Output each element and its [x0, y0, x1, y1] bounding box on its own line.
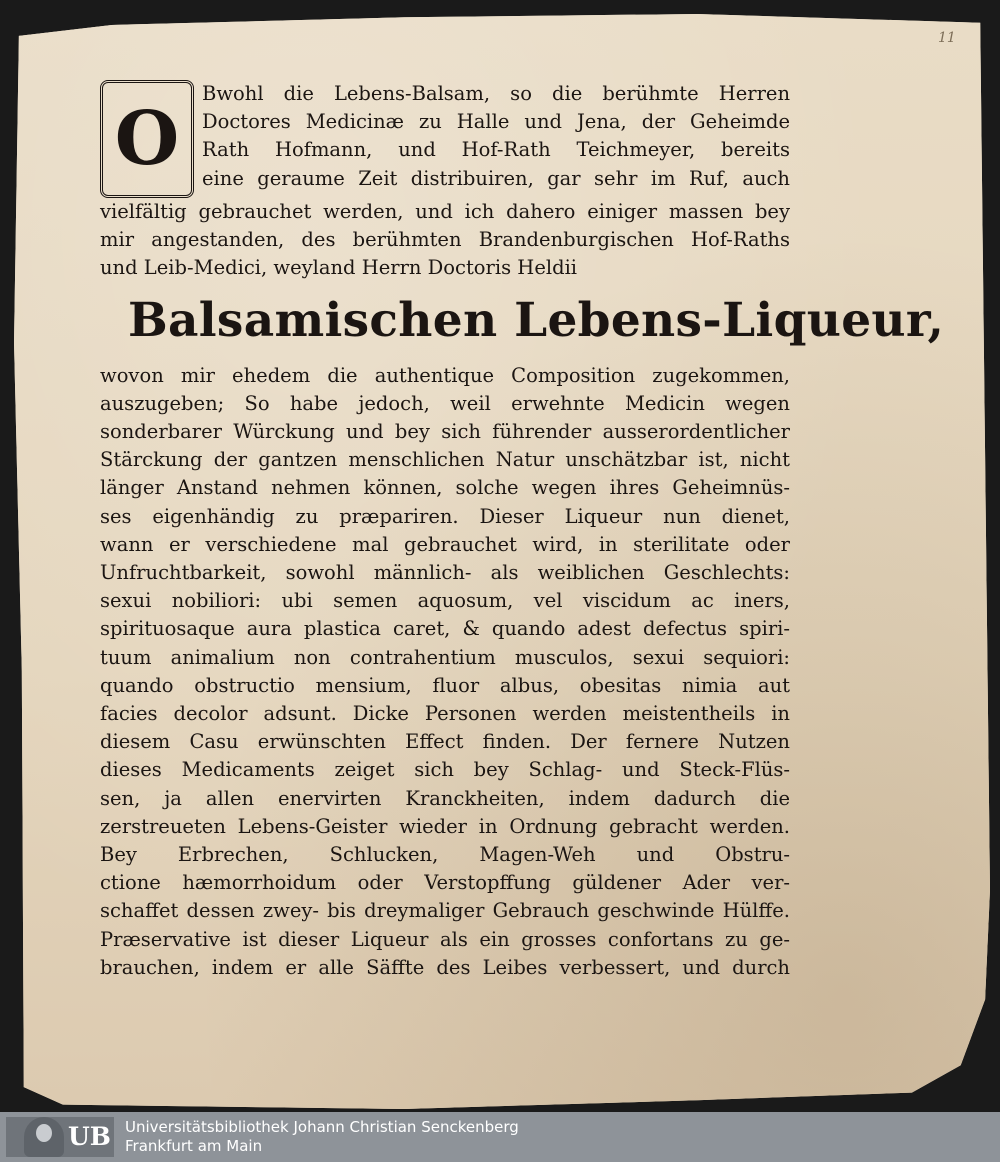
text-line: Doctores Medicinæ zu Halle und Jena, der Geheimde	[202, 110, 790, 134]
text-line: sonderbarer Würckung und bey sich führender ausserordentlicher	[100, 420, 790, 444]
text-line: wovon mir ehedem die authentique Composition zugekommen,	[100, 363, 790, 387]
opening-paragraph	[100, 80, 790, 198]
library-logo	[6, 1117, 114, 1157]
text-line: tuum animalium non contrahentium musculos, sexui sequiori:	[100, 645, 790, 669]
institution-line-1: Universitätsbibliothek Johann Christian Senckenberg	[125, 1118, 519, 1136]
text-line: schaffet dessen zwey- bis dreymaliger Gebrauch geschwinde Hülffe.	[100, 899, 790, 923]
text-line: Unfruchtbarkeit, sowohl männlich- als weiblichen Geschlechts:	[100, 561, 790, 585]
text-line: spirituosaque aura plastica caret, & quando adest defectus spiri-	[100, 617, 790, 641]
text-line: facies decolor adsunt. Dicke Personen werden meistentheils in	[100, 702, 790, 726]
opening-lines	[202, 80, 790, 198]
text-line: Stärckung der gantzen menschlichen Natur unschätzbar ist, nicht	[100, 448, 790, 472]
document-text	[100, 80, 945, 982]
text-line: ctione hæmorrhoidum oder Verstopffung güldener Ader ver-	[100, 871, 790, 895]
text-line: Bey Erbrechen, Schlucken, Magen-Weh und Obstru-	[100, 843, 790, 867]
institution-line-2: Frankfurt am Main	[125, 1137, 263, 1155]
text-line: Præservative ist dieser Liqueur als ein grosses confortans zu ge-	[100, 927, 790, 951]
text-line: dieses Medicaments zeiget sich bey Schlag- und Steck-Flüs-	[100, 758, 790, 782]
page-marker: 11	[938, 30, 956, 46]
text-line: länger Anstand nehmen können, solche wegen ihres Geheimnüs-	[100, 476, 790, 500]
library-seal-icon	[24, 1117, 64, 1157]
text-line: diesem Casu erwünschten Effect finden. Der fernere Nutzen	[100, 730, 790, 754]
logo-text: UB	[68, 1122, 111, 1151]
text-line: sen, ja allen enervirten Kranckheiten, indem dadurch die	[100, 786, 790, 810]
text-line: quando obstructio mensium, fluor albus, obesitas nimia aut	[100, 673, 790, 697]
text-line: sexui nobiliori: ubi semen aquosum, vel viscidum ac iners,	[100, 589, 790, 613]
text-line: eine geraume Zeit distribuiren, gar sehr im Ruf, auch	[202, 166, 790, 190]
body-paragraph	[100, 362, 790, 982]
text-line: und Leib-Medici, weyland Herrn Doctoris Heldii	[100, 256, 578, 280]
text-line: auszugeben; So habe jedoch, weil erwehnte Medicin wegen	[100, 391, 790, 415]
library-footer	[0, 1112, 1000, 1162]
document-title: Balsamischen Lebens-Liqueur,	[128, 292, 945, 348]
text-line: Rath Hofmann, und Hof-Rath Teichmeyer, bereits	[202, 138, 790, 162]
text-line: ses eigenhändig zu præpariren. Dieser Liqueur nun dienet,	[100, 504, 790, 528]
text-line: mir angestanden, des berühmten Brandenburgischen Hof-Raths	[100, 228, 790, 252]
text-line: brauchen, indem er alle Säffte des Leibes verbessert, und durch	[100, 955, 790, 979]
decorated-initial: O	[100, 80, 194, 198]
text-line: Bwohl die Lebens-Balsam, so die berühmte Herren	[202, 82, 790, 105]
text-line: zerstreueten Lebens-Geister wieder in Ordnung gebracht werden.	[100, 814, 790, 838]
text-line: vielfältig gebrauchet werden, und ich dahero einiger massen bey	[100, 200, 790, 223]
text-line: wann er verschiedene mal gebrauchet wird, in sterilitate oder	[100, 532, 790, 556]
institution-name	[125, 1118, 519, 1156]
